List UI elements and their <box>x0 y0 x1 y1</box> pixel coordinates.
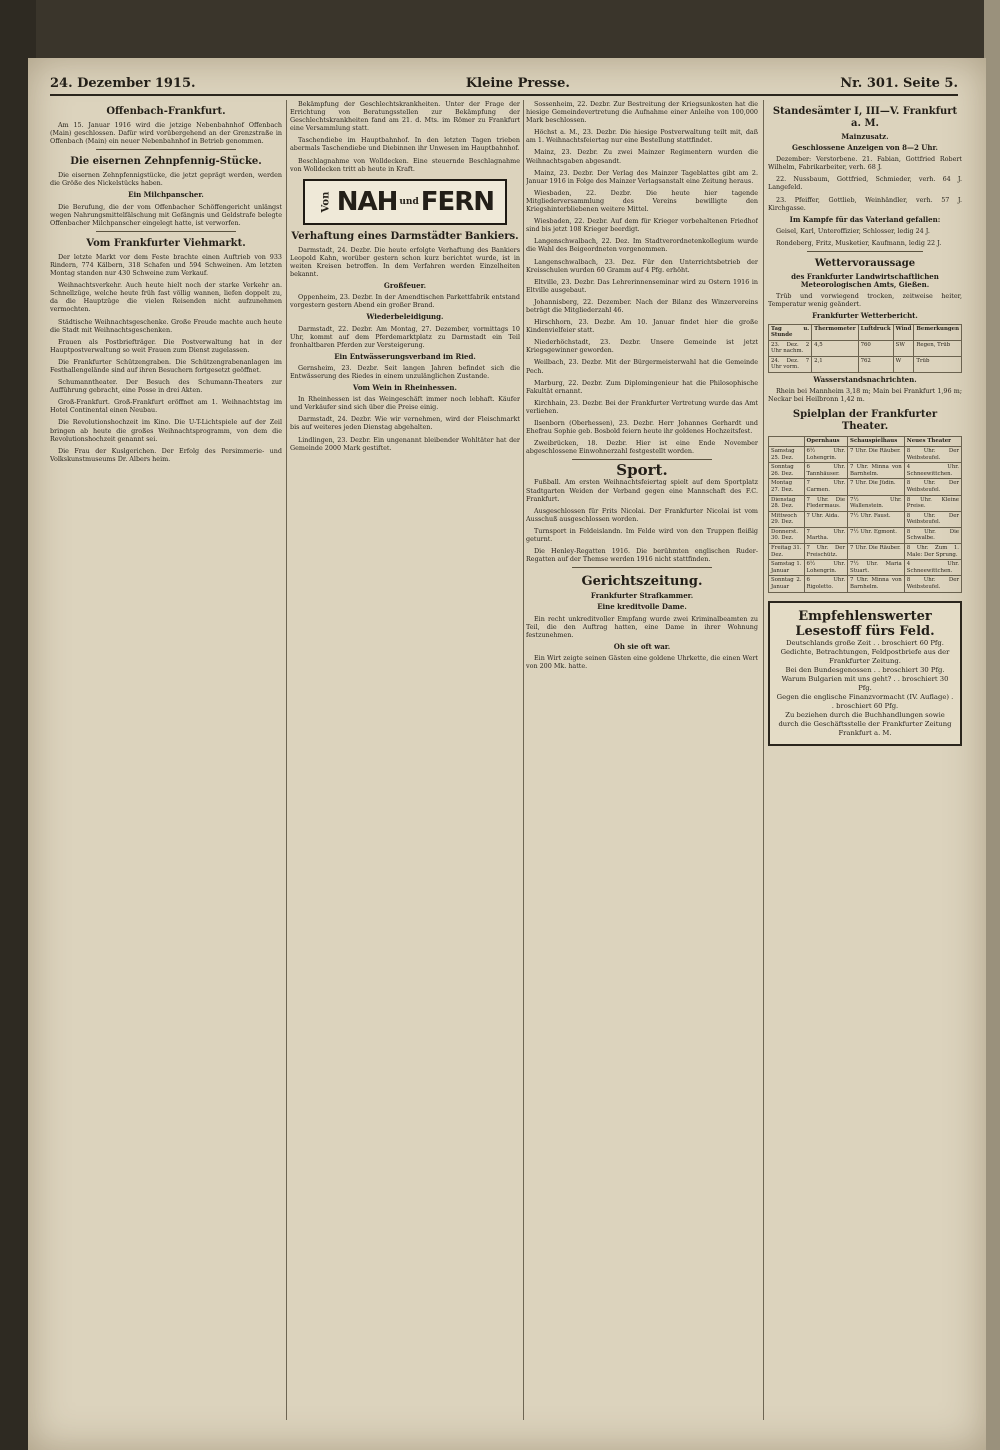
theater-cell: 7 Uhr. Die Fledermaus. <box>804 495 848 511</box>
article-text: Eltville, 23. Dezbr. Das Lehrerinnenseminar wird zu Ostern 1916 in Eltville ausgebaut. <box>526 277 758 294</box>
theater-cell: 7 Uhr. Die Räuber. <box>848 446 905 462</box>
weather-col-header: Bemerkungen <box>914 324 962 340</box>
article-text: Wiesbaden, 22. Dezbr. Die heute hier tagende Mitgliederversammlung des Vereins bewilligte den Kriegshinterbliebenen weitere Mittel. <box>526 188 758 214</box>
theater-cell: 7½ Uhr. Wallenstein. <box>848 495 905 511</box>
weather-cell: Regen, Trüb <box>914 340 962 356</box>
table-row <box>769 511 962 527</box>
banner-und: und <box>399 196 419 207</box>
theater-cell: 8 Uhr. Der Weibsteufel. <box>904 479 961 495</box>
article-text: Der letzte Markt vor dem Feste brachte einen Auftrieb von 933 Rindern, 774 Kälbern, 318 Schafen und 594 Schweinen. Am letzten Montag standen nur 430 Schweine zum Verkauf. <box>50 252 282 278</box>
header-paper-name: Kleine Presse. <box>465 75 570 91</box>
table-row <box>769 544 962 560</box>
page-header <box>50 72 958 96</box>
weather-cell: 762 <box>858 356 893 372</box>
article-text: Langenschwalbach, 22. Dez. Im Stadtverordnetenkollegium wurde die Wahl des Beigeordneten vorgenommen. <box>526 237 758 254</box>
von-nah-und-fern-banner <box>303 179 507 225</box>
theater-cell: 7 Uhr. Minna von Barnhelm. <box>848 576 905 592</box>
weather-table <box>768 324 962 374</box>
theater-col-header: Opernhaus <box>804 437 848 447</box>
table-row <box>769 576 962 592</box>
theater-col-header: Neues Theater <box>904 437 961 447</box>
ad-line: Zu beziehen durch die Buchhandlungen sowie durch die Geschäftsstelle der Frankfurter Zeitung Frankfurt a. M. <box>778 710 952 737</box>
theater-cell: 7 Uhr. Aida. <box>804 511 848 527</box>
theater-cell: 7½ Uhr. Faust. <box>848 511 905 527</box>
weather-cell: 760 <box>858 340 893 356</box>
article-subtitle: Ein Milchpanscher. <box>128 190 204 200</box>
theater-cell: 4 Uhr. Schneewittchen. <box>904 463 961 479</box>
article-text: Lindlingen, 23. Dezbr. Ein ungenannt bleibender Wohltäter hat der Gemeinde 2000 Mark gestiftet. <box>290 435 520 452</box>
article-subtitle: Wiederbeleidigung. <box>366 312 444 322</box>
weather-forecast: Trüb und vorwiegend trocken, zeitweise heiter, Temperatur wenig geändert. <box>768 292 962 309</box>
article-text: Gernsheim, 23. Dezbr. Seit langen Jahren befindet sich die Entwässerung des Riedes in einem unzulänglichen Zustande. <box>290 363 520 380</box>
article-text: Höchst a. M., 23. Dezbr. Die hiesige Postverwaltung teilt mit, daß am 1. Weihnachtsfeiertag nur eine Bestellung stattfindet. <box>526 128 758 145</box>
article-text: Hirschhorn, 23. Dezbr. Am 10. Januar findet hier die große Kindenvielfeier statt. <box>526 318 758 335</box>
theater-table <box>768 436 962 592</box>
article-text: Turnsport in Feldeislandn. Im Felde wird von den Truppen fleißig geturnt. <box>526 526 758 544</box>
theater-cell: 7 Uhr. Die Räuber. <box>848 544 905 560</box>
theater-day: Sonntag 26. Dez. <box>769 463 805 479</box>
theater-cell: 8 Uhr. Die Schwalbe. <box>904 527 961 543</box>
article-text: Oppenheim, 23. Dezbr. In der Amendtischen Parkettfabrik entstand vorgestern gestern Abend ein großer Brand. <box>290 293 520 310</box>
article-text: Zweibrücken, 18. Dezbr. Hier ist eine Ende November abgeschlossene Einwohnerzahl festgestellt worden. <box>526 439 758 456</box>
header-date: 24. Dezember 1915. <box>50 75 196 91</box>
theater-cell: 7½ Uhr. Maria Stuart. <box>848 560 905 576</box>
theater-cell: 8 Uhr. Kleine Preise. <box>904 495 961 511</box>
column-rule <box>763 100 764 1420</box>
theater-cell: 7 Uhr. Die Jüdin. <box>848 479 905 495</box>
article-title: Vom Frankfurter Viehmarkt. <box>86 237 246 249</box>
table-row <box>769 495 962 511</box>
article-text: Ilsenborn (Oberhessen), 23. Dezbr. Herr Johannes Gerhardt und Ehefrau Sophie geb. Bosbold feiern heute ihr goldenes Hochzeitsfest. <box>526 419 758 436</box>
page-edge <box>984 0 1000 1450</box>
article-text: Die Henley-Regatten 1916. Die berühmten englischen Ruder-Regatten auf der Themse werden 1916 nicht stattfinden. <box>526 547 758 564</box>
theater-col-header <box>769 437 805 447</box>
theater-day: Montag 27. Dez. <box>769 479 805 495</box>
theater-heading: Spielplan der Frankfurter Theater. <box>792 409 938 433</box>
weather-cell: 23. Dez. 2 Uhr nachm. <box>769 340 812 356</box>
ad-line: Deutschlands große Zeit . . broschiert 60 Pfg. <box>786 638 944 647</box>
column-2 <box>290 100 520 1440</box>
article-text: Johannisberg, 22. Dezember. Nach der Bilanz des Winzervereins beträgt die Mitgliederzahl 46. <box>526 297 758 314</box>
sport-heading: Sport. <box>616 461 668 480</box>
theater-cell: 8 Uhr. Der Weibsteufel. <box>904 446 961 462</box>
banner-von: Von <box>320 191 332 213</box>
weather-heading: Wettervoraussage <box>814 258 916 270</box>
theater-cell: 8 Uhr. Der Weibsteufel. <box>904 511 961 527</box>
theater-cell: 6½ Uhr. Lohengrin. <box>804 446 848 462</box>
ad-title: Empfehlenswerter Lesestoff fürs Feld. <box>795 608 935 639</box>
article-subtitle: des Frankfurter Landwirtschaftlichen Meteorologischen Amts, Gießen. <box>791 272 939 290</box>
column-1 <box>50 100 282 1440</box>
article-text: Frauen als Postbriefträger. Die Postverwaltung hat in der Hauptpostverwaltung so weit Frauen zum Dienst zugelassen. <box>50 337 282 354</box>
theater-cell: 4 Uhr. Schneewittchen. <box>904 560 961 576</box>
ad-line: Bei den Bundesgenossen . . broschiert 30 Pfg. <box>785 665 945 674</box>
article-text: Niederhöchstadt, 23. Dezbr. Unsere Gemeinde ist jetzt Kriegsgewinner geworden. <box>526 338 758 355</box>
column-rule <box>286 100 287 1420</box>
theater-col-header: Schauspielhaus <box>848 437 905 447</box>
article-subtitle: Ein Entwässerungsverband im Ried. <box>334 351 476 361</box>
divider <box>572 459 711 460</box>
article-text: Die Frankfurter Schützengraben. Die Schützengrabenanlagen im Festhallengelände sind auf ihren Besuchern fortgesetzt geöffnet. <box>50 357 282 374</box>
theater-day: Samstag 1. Januar <box>769 560 805 576</box>
ad-line: Gegen die englische Finanzvormacht (IV. Auflage) . . broschiert 60 Pfg. <box>776 692 954 710</box>
table-row <box>769 527 962 543</box>
article-subtitle: Mainzusatz. <box>841 132 889 141</box>
weather-col-header: Tag u. Stunde <box>769 324 812 340</box>
ad-line: Warum Bulgarien mit uns geht? . . broschiert 30 Pfg. <box>781 674 949 692</box>
weather-cell: Trüb <box>914 356 962 372</box>
banner-nah: NAH <box>336 186 398 217</box>
theater-cell: 7½ Uhr. Egmont. <box>848 527 905 543</box>
table-row <box>769 479 962 495</box>
article-title: Die eisernen Zehnpfennig-Stücke. <box>70 156 262 168</box>
article-text: Städtische Weihnachtsgeschenke. Große Freude machte auch heute die Stadt mit Weihnachtsgeschenken. <box>50 317 282 334</box>
ad-line: Gedichte, Betrachtungen, Feldpostbriefe aus der Frankfurter Zeitung. <box>780 647 950 665</box>
theater-cell: 8 Uhr. Der Weibsteufel. <box>904 576 961 592</box>
article-text: Weihnachtsverkehr. Auch heute hielt noch der starke Verkehr an. Schnellzüge, welche heute früh fast völlig wannen, liefen doppelt zu, da die Hauptzüge die vielen Reisenden nicht aufzunehmen vermochten. <box>50 281 282 314</box>
column-3 <box>526 100 758 1440</box>
registry-entry: 23. Pfeiffer, Gottlieb, Weinhändler, verh. 57 J. Kirchgasse. <box>768 195 962 212</box>
theater-cell: 7 Uhr. Carmen. <box>804 479 848 495</box>
article-subtitle: Frankfurter Wetterbericht. <box>812 311 918 321</box>
article-text: Darmstadt, 24. Dezbr. Die heute erfolgte Verhaftung des Bankiers Leopold Kahn, worüber gestern schon kurz berichtet wurde, ist in weiten Kreisen betroffen. In dem Verfahren werden Einzelheiten bekannt. <box>290 245 520 279</box>
article-text: Langenschwalbach, 23. Dez. Für den Unterrichtsbetrieb der Kreisschulen wurden 60 Gramm auf 4 Pfg. erhöht. <box>526 257 758 274</box>
article-text: Die Revolutionshochzeit im Kino. Die U-T-Lichtspiele auf der Zeil bringen ab heute die großes Weihnachtsprogramm, von dem die Revolutionshochzeit genannt sei. <box>50 418 282 443</box>
reading-material-ad <box>768 601 962 746</box>
registry-entry: Geisel, Karl, Unteroffizier, Schlosser, ledig 24 J. <box>776 226 930 235</box>
article-subtitle: Großfeuer. <box>383 281 427 291</box>
article-text: Marburg, 22. Dezbr. Zum Diplomingenieur hat die Philosophische Fakultät ernannt. <box>526 378 758 395</box>
standesamt-heading: Standesämter I, III—V. Frankfurt a. M. <box>772 106 958 129</box>
table-row <box>769 446 962 462</box>
article-text: Ein recht unkreditvoller Empfang wurde zwei Kriminalbeamten zu Teil, die den Auftrag hatten, eine Dame in ihrer Wohnung festzunehmen. <box>526 614 758 639</box>
article-subtitle: Frankfurter Strafkammer. <box>590 591 694 601</box>
article-text: Fußball. Am ersten Weihnachtsfeiertag spielt auf dem Sportplatz Stadtgarten Weiden der Verband gegen eine Mannschaft des F.C. Frankfurt. <box>526 478 758 503</box>
article-text: Beschlagnahme von Wolldecken. Eine steuernde Beschlagnahme von Wolldecken tritt ab heute in Kraft. <box>290 156 520 173</box>
article-text: Darmstadt, 24. Dezbr. Wie wir vernehmen, wird der Fleischmarkt bis auf weiteres jeden Dienstag abgehalten. <box>290 415 520 432</box>
water-levels: Rhein bei Mannheim 3,18 m; Main bei Frankfurt 1,96 m; Neckar bei Heilbronn 1,42 m. <box>768 387 962 404</box>
article-subtitle: Geschlossene Anzeigen von 8—2 Uhr. <box>792 143 938 153</box>
article-text: Groß-Frankfurt. Groß-Frankfurt eröffnet am 1. Weihnachtstag im Hotel Continental einen Neubau. <box>50 398 282 415</box>
theater-cell: 7 Uhr. Minna von Barnhelm. <box>848 463 905 479</box>
article-text: Bekämpfung der Geschlechtskrankheiten. Unter der Frage der Errichtung von Beratungsstellen zur Bekämpfung der Geschlechtskrankheiten fand am 21. d. Mts. im Römer zu Frankfurt eine Versammlung statt. <box>290 100 520 133</box>
article-title: Offenbach-Frankfurt. <box>106 106 226 117</box>
weather-col-header: Thermometer <box>812 324 858 340</box>
theater-day: Sonntag 2. Januar <box>769 576 805 592</box>
article-text: Mainz, 23. Dezbr. Zu zwei Mainzer Regimentern wurden die Weihnachtsgaben abgesandt. <box>526 148 758 165</box>
article-text: Am 15. Januar 1916 wird die jetzige Nebenbahnhof Offenbach (Main) geschlossen. Dafür wird vorübergehend an der Grenzstraße in Offenbach (Main) ein neuer Nebenbahnhof in Betrieb genommen. <box>50 121 282 146</box>
divider <box>96 231 235 232</box>
theater-cell: 6 Uhr. Rigoletto. <box>804 576 848 592</box>
weather-cell: 4,5 <box>812 340 858 356</box>
article-text: Wiesbaden, 22. Dezbr. Auf dem für Krieger vorbehaltenen Friedhof sind bis jetzt 108 Krieger beerdigt. <box>526 217 758 234</box>
theater-cell: 7 Uhr. Der Freischütz. <box>804 544 848 560</box>
registry-entry: 22. Nussbaum, Gottfried, Schmieder, verh. 64 J. Langefeld. <box>768 175 962 192</box>
article-text: Die Frau der Kuslgerichen. Der Erfolg des Persimmerie- und Volkskunstmuseums Dr. Albers heim. <box>50 446 282 463</box>
table-row <box>769 463 962 479</box>
article-text: Kirchhain, 23. Dezbr. Bei der Frankfurter Vertretung wurde das Amt verliehen. <box>526 398 758 415</box>
column-4 <box>768 100 962 1440</box>
weather-cell: W <box>893 356 914 372</box>
article-subtitle: Oh sie oft war. <box>613 641 671 651</box>
weather-col-header: Wind <box>893 324 914 340</box>
banner-fern: FERN <box>420 186 495 217</box>
article-text: Ausgeschlossen für Frits Nicolai. Der Frankfurter Nicolai ist vom Ausschuß ausgeschlossen worden. <box>526 506 758 523</box>
article-text: Die Berufung, die der vom Offenbacher Schöffengericht unlängst wegen Nahrungsmittelfälschung mit Gefängnis und Geldstrafe belegte Offenbacher Milchpanscher eingelegt hatte, ist verworfen. <box>50 202 282 227</box>
theater-day: Freitag 31. Dez. <box>769 544 805 560</box>
article-text: Mainz, 23. Dezbr. Der Verlag des Mainzer Tageblattes gibt am 2. Januar 1916 in Folge des Mainzer Verlagsanstalt eine Zeitung heraus. <box>526 168 758 185</box>
column-rule <box>523 100 524 1420</box>
article-text: Weilbach, 23. Dezbr. Mit der Bürgermeisterwahl hat die Gemeinde Pech. <box>526 358 758 375</box>
table-row <box>769 340 962 356</box>
divider <box>96 149 235 150</box>
theater-day: Donnerst. 30. Dez. <box>769 527 805 543</box>
article-text: Sossenheim, 22. Dezbr. Zur Bestreitung der Kriegsunkosten hat die hiesige Gemeindevertretung die Aufnahme einer Anleihe von 100,000 Mark beschlossen. <box>526 100 758 125</box>
weather-col-header: Luftdruck <box>858 324 893 340</box>
weather-cell: 2,1 <box>812 356 858 372</box>
divider <box>572 567 711 568</box>
article-subtitle: Im Kampfe für das Vaterland gefallen: <box>789 214 941 224</box>
article-text: In Rheinhessen ist das Weingeschäft immer noch lebhaft. Käufer und Verkäufer sind sich über die Preise einig. <box>290 395 520 412</box>
article-subtitle: Wasserstandsnachrichten. <box>813 375 917 385</box>
theater-day: Dienstag 28. Dez. <box>769 495 805 511</box>
gerichtszeitung-heading: Gerichtszeitung. <box>581 574 703 590</box>
article-text: Darmstadt, 22. Dezbr. Am Montag, 27. Dezember, vormittags 10 Uhr, kommt auf dem Pferdemarktplatz zu Darmstadt ein Teil fronhaltbaren Pferden zur Versteigerung. <box>290 324 520 349</box>
theater-cell: 7 Uhr. Martha. <box>804 527 848 543</box>
theater-day: Mittwoch 29. Dez. <box>769 511 805 527</box>
table-row <box>769 356 962 372</box>
theater-cell: 6½ Uhr. Lohengrin. <box>804 560 848 576</box>
article-text: Taschendiebe im Hauptbahnhof. In den letzten Tagen trieben abermals Taschendiebe und Diebinnen ihr Unwesen im Hauptbahnhof. <box>290 136 520 153</box>
weather-cell: SW <box>893 340 914 356</box>
registry-entry: Rondeberg, Fritz, Musketier, Kaufmann, ledig 22 J. <box>776 238 942 247</box>
article-text: Schumanntheater. Der Besuch des Schumann-Theaters zur Aufführung gebracht, eine Posse in drei Akten. <box>50 378 282 395</box>
theater-day: Samstag 25. Dez. <box>769 446 805 462</box>
table-row <box>769 560 962 576</box>
registry-entry: Dezember: Verstorbene. 21. Fabian, Gottfried Robert Wilhelm, Fabrikarbeiter, verh. 68 J. <box>768 155 962 172</box>
theater-cell: 6 Uhr. Tannhäuser. <box>804 463 848 479</box>
article-text: Die eisernen Zehnpfennigstücke, die jetzt geprägt werden, werden die Größe des Nickelstücks haben. <box>50 171 282 188</box>
article-title: Verhaftung eines Darmstädter Bankiers. <box>291 230 519 242</box>
header-issue: Nr. 301. Seite 5. <box>840 75 958 91</box>
article-subtitle: Eine kreditvolle Dame. <box>597 602 687 612</box>
newspaper-page <box>28 58 986 1450</box>
divider <box>807 251 923 252</box>
article-subtitle: Vom Wein in Rheinhessen. <box>353 383 457 393</box>
weather-cell: 24. Dez. 7 Uhr vorm. <box>769 356 812 372</box>
article-text: Ein Wirt zeigte seinen Gästen eine goldene Uhrkette, die einen Wert von 200 Mk. hatte. <box>526 653 758 670</box>
theater-cell: 8 Uhr. Zum 1. Male: Der Sprung. <box>904 544 961 560</box>
